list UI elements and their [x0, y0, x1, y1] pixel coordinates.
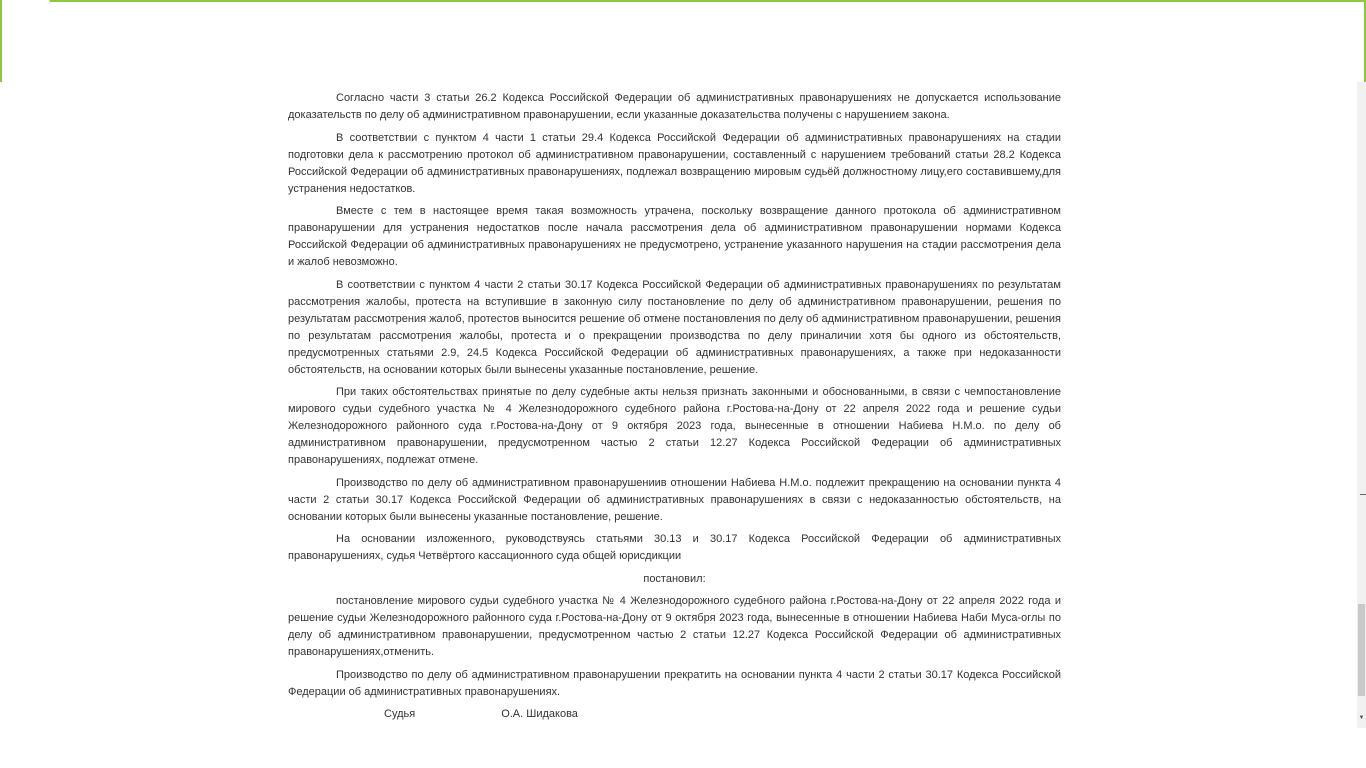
- edge-tick: [1360, 494, 1366, 495]
- paragraph-impossibility: Вместе с тем в настоящее время такая возможность утрачена, поскольку возвращение данного протокола об административном правонарушении для устранения недостатков после начала рассмотрения дела об административном правонарушении нормами Кодекса Российской Федерации об административных правонарушениях не предусмотрено, устранение указанного нарушения на стадии рассмотрения дела и жалоб невозможно.: [288, 205, 1061, 268]
- viewer-frame: [0, 0, 1366, 82]
- paragraph-evidence: Согласно части 3 статьи 26.2 Кодекса Российской Федерации об административных правонарушениях не допускается использование доказательств по делу об административном правонарушении, если указанные доказательства получены с нарушением закона.: [288, 92, 1061, 121]
- decision-heading: постановил:: [643, 572, 706, 585]
- signature-name: О.А. Шидакова: [501, 708, 578, 720]
- signature-line: [288, 706, 1061, 723]
- court-decision-document: [288, 90, 1061, 729]
- paragraph-grounds: На основании изложенного, руководствуясь статьями 30.13 и 30.17 Кодекса Российской Федерации об административных правонарушениях, судья Четвёртого кассационного суда общей юрисдикции: [288, 533, 1061, 562]
- paragraph-article-30-17: В соответствии с пунктом 4 части 2 статьи 30.17 Кодекса Российской Федерации об административных правонарушениях по результатам рассмотрения жалобы, протеста на вступившие в законную силу постановление по делу об административном правонарушении, решения по результатам рассмотрения жалоб, протестов выносится решение об отмене постановления по делу об административном правонарушении, решения по результатам рассмотрения жалобы, протеста и о прекращении производства по делу приналичии хотя бы одного из обстоятельств, предусмотренных статьями 2.9, 24.5 Кодекса Российской Федерации об административных правонарушениях, а также при недоказанности обстоятельств, на основании которых были вынесены указанные постановление, решение.: [288, 278, 1061, 376]
- paragraph-circumstances: При таких обстоятельствах принятые по делу судебные акты нельзя признать законными и обоснованными, в связи с чемпостановление мирового судьи судебного участка № 4 Железнодорожного судебного района г.Ростова-на-Дону от 22 апреля 2022 года и решение судьи Железнодорожного районного суда г.Ростова-на-Дону от 9 октября 2023 года, вынесенные в отношении Набиева Н.М.о. по делу об административном правонарушении, предусмотренном частью 2 статьи 12.27 Кодекса Российской Федерации об административных правонарушениях, подлежат отмене.: [288, 386, 1061, 466]
- decision-cancel: постановление мирового судьи судебного участка № 4 Железнодорожного судебного района г.Ростова-на-Дону от 22 апреля 2022 года и решение судьи Железнодорожного районного суда г.Ростова-на-Дону от 9 октября 2023 года, вынесенные в отношении Набиева Наби Муса-оглы по делу об административном правонарушении, предусмотренном частью 2 статьи 12.27 Кодекса Российской Федерации об административных правонарушениях,отменить.: [288, 595, 1061, 658]
- signature-title: Судья: [384, 708, 416, 720]
- scroll-down-arrow-icon[interactable]: ▼: [1358, 715, 1365, 721]
- scrollbar-thumb[interactable]: [1358, 604, 1365, 696]
- frame-tab-notch: [2, 0, 50, 4]
- decision-terminate: Производство по делу об административном правонарушении прекратить на основании пункта 4 части 2 статьи 30.17 Кодекса Российской Федерации об административных правонарушениях.: [288, 668, 1061, 698]
- paragraph-protocol-return: В соответствии с пунктом 4 части 1 статьи 29.4 Кодекса Российской Федерации об административных правонарушениях на стадии подготовки дела к рассмотрению протокол об административном правонарушении, составленный с нарушением требований статьи 28.2 Кодекса Российской Федерации об административных правонарушениях, подлежал возвращению мировым судьёй должностному лицу,его составившему,для устранения недостатков.: [288, 131, 1061, 195]
- paragraph-termination: Производство по делу об административном правонарушениив отношении Набиева Н.М.о. подлежит прекращению на основании пункта 4 части 2 статьи 30.17 Кодекса Российской Федерации об административных правонарушениях в связи с недоказанностью обстоятельств, на основании которых были вынесены указанные постановление, решение.: [288, 476, 1061, 523]
